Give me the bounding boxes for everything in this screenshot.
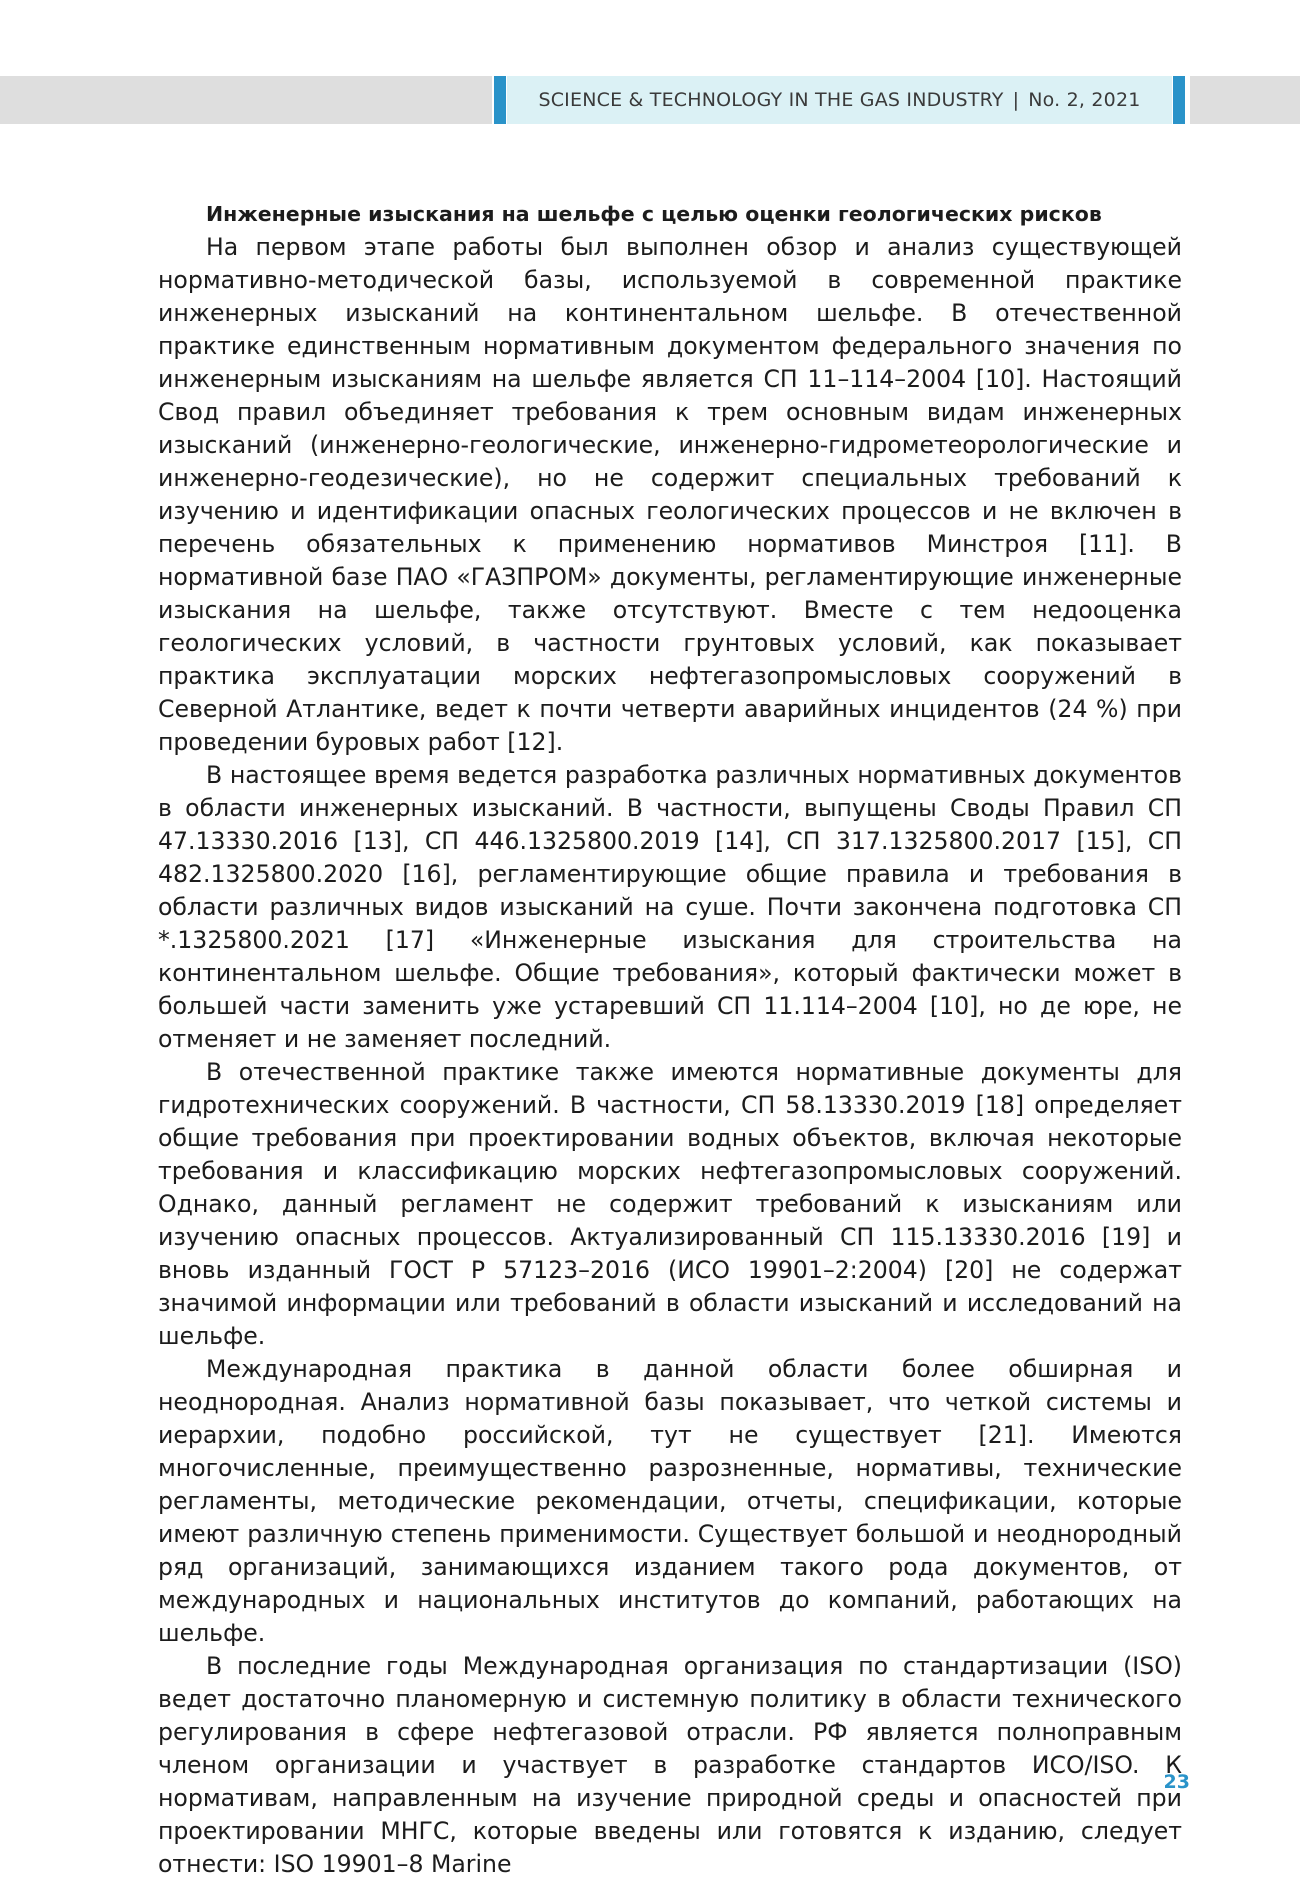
header-band-left [0,76,492,124]
header-accent-bar-left [494,76,506,124]
journal-title: SCIENCE & TECHNOLOGY IN THE GAS INDUSTRY [538,89,1004,111]
paragraph: На первом этапе работы был выполнен обзор и анализ существующей нормативно-методической базы, используемой в современной практике инженерных изысканий на континентальном шельфе. В отечественной практике единственным нормативным документом федерального значения по инженерным изысканиям на шельфе является СП 11–114–2004 [10]. Настоящий Свод правил объединяет требования к трем основным видам инженерных изысканий (инженерно-геологические, инженерно-гидрометеорологические и инженерно-геодезические), но не содержит специальных требований к изучению и идентификации опасных геологических процессов и не включен в перечень обязательных к применению нормативов Минстроя [11]. В нормативной базе ПАО «ГАЗПРОМ» документы, регламентирующие инженерные изыскания на шельфе, также отсутствуют. Вместе с тем недооценка геологических условий, в частности грунтовых условий, как показывает практика эксплуатации морских нефтегазопромысловых сооружений в Северной Атлантике, ведет к почти четверти аварийных инцидентов (24 %) при проведении буровых работ [12]. [158,233,1182,756]
running-header [507,76,1172,124]
article-body [158,198,1182,1881]
paragraph: Международная практика в данной области более обширная и неоднородная. Анализ нормативной базы показывает, что четкой системы и иерархии, подобно российской, тут не существует [21]. Имеются многочисленные, преимущественно разрозненные, нормативы, технические регламенты, методические рекомендации, отчеты, спецификации, которые имеют различную степень применимости. Существует большой и неоднородный ряд организаций, занимающихся изданием такого рода документов, от международных и национальных институтов до компаний, работающих на шельфе. [158,1355,1182,1647]
section-heading: Инженерные изыскания на шельфе с целью оценки геологических рисков [206,202,1102,226]
paragraph: В последние годы Международная организация по стандартизации (ISO) ведет достаточно планомерную и системную политику в области технического регулирования в сфере нефтегазовой отрасли. РФ является полноправным членом организации и участвует в разработке стандартов ИСО/ISO. К нормативам, направленным на изучение природной среды и опасностей при проектировании МНГС, которые введены или готовятся к изданию, следует отнести: ISO 19901–8 Marine [158,1652,1182,1878]
page-number: 23 [1163,1771,1190,1793]
paragraph: В отечественной практике также имеются нормативные документы для гидротехнических сооружений. В частности, СП 58.13330.2019 [18] определяет общие требования при проектировании водных объектов, включая некоторые требования и классификацию морских нефтегазопромысловых сооружений. Однако, данный регламент не содержит требований к изысканиям или изучению опасных процессов. Актуализированный СП 115.13330.2016 [19] и вновь изданный ГОСТ Р 57123–2016 (ИСО 19901–2:2004) [20] не содержат значимой информации или требований в области изысканий и исследований на шельфе. [158,1058,1182,1350]
paragraph: В настоящее время ведется разработка различных нормативных документов в области инженерных изысканий. В частности, выпущены Своды Правил СП 47.13330.2016 [13], СП 446.1325800.2019 [14], СП 317.1325800.2017 [15], СП 482.1325800.2020 [16], регламентирующие общие правила и требования в области различных видов изысканий на суше. Почти закончена подготовка СП *.1325800.2021 [17] «Инженерные изыскания для строительства на континентальном шельфе. Общие требования», который фактически может в большей части заменить уже устаревший СП 11.114–2004 [10], но де юре, не отменяет и не заменяет последний. [158,761,1182,1053]
header-separator: | [1012,89,1020,111]
issue-number: No. 2, 2021 [1028,89,1141,111]
header-band-right [1190,76,1300,124]
header-accent-bar-right [1173,76,1185,124]
